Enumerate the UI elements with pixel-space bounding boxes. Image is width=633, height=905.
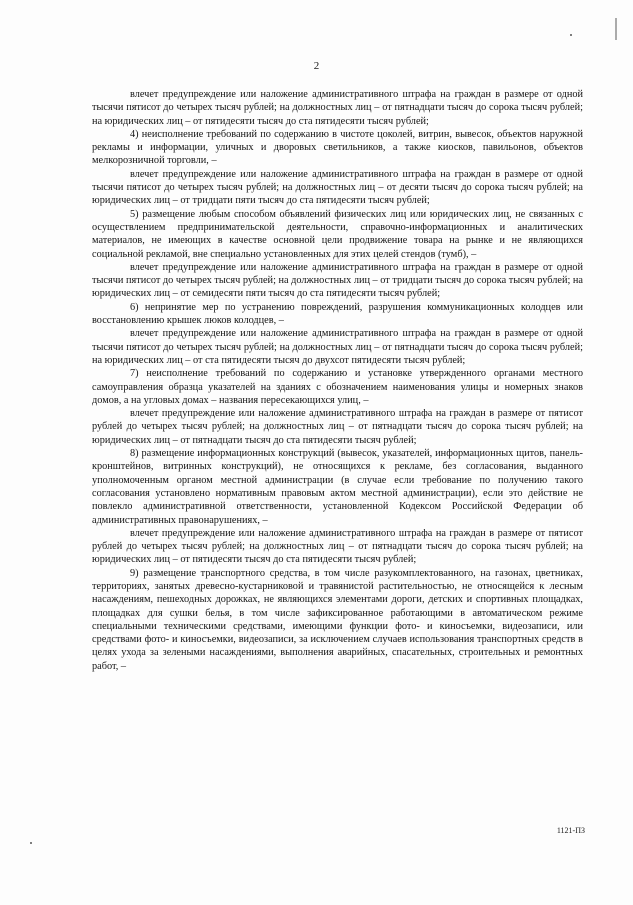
paragraph-penalty-5: влечет предупреждение или наложение административного штрафа на граждан в размере от одной тысячи пятисот до четырех тысяч рублей; на должностных лиц – от тридцати тысяч до сорока тысяч рублей; на юридических лиц – от семидесяти пяти тысяч до ста пятидесяти тысяч рублей; <box>92 261 583 300</box>
paragraph-item-7: 7) неисполнение требований по содержанию и установке утвержденного органами местного самоуправления образца указателей на зданиях с обозначением наименования улицы и номерных знаков домов, а на угловых домах – названия пересекающихся улиц, – <box>92 368 583 406</box>
document-code: 1121-ПЗ <box>556 826 585 835</box>
paragraph-penalty-8: влечет предупреждение или наложение административного штрафа на граждан в размере от пятисот рублей до четырех тысяч рублей; на должностных лиц – от пятнадцати тысяч до сорока тысяч рублей; на юридических лиц – от пятидесяти тысяч до ста пятидесяти тысяч рублей; <box>92 527 583 566</box>
paragraph-item-5: 5) размещение любым способом объявлений физических лиц или юридических лиц, не связанных с осуществлением предпринимательской деятельности, справочно-информационных и аналитических материалов, не имеющих в качестве основной цели продвижение товара на рынке и не являющихся социальной рекламой, вне специально установленных для этих целей стендов (тумб), – <box>92 208 583 260</box>
scan-margin-mark <box>615 18 617 40</box>
scan-speck <box>570 34 572 36</box>
paragraph-penalty-4: влечет предупреждение или наложение административного штрафа на граждан в размере от одной тысячи пятисот до четырех тысяч рублей; на должностных лиц – от десяти тысяч до сорока тысяч рублей; на юридических лиц – от тридцати пяти тысяч до ста пятидесяти тысяч рублей; <box>92 168 583 207</box>
paragraph-penalty-1: влечет предупреждение или наложение административного штрафа на граждан в размере от одной тысячи пятисот до четырех тысяч рублей; на должностных лиц – от пятнадцати тысяч до сорока тысяч рублей; на юридических лиц – от пятидесяти тысяч до ста пятидесяти тысяч рублей; <box>92 89 583 127</box>
scan-speck <box>30 842 32 844</box>
paragraph-penalty-7: влечет предупреждение или наложение административного штрафа на граждан в размере от пятисот рублей до четырех тысяч рублей; на должностных лиц – от пятнадцати тысяч до сорока тысяч рублей; на юридических лиц – от пятнадцати тысяч до ста пятидесяти тысяч рублей; <box>92 408 583 446</box>
page-number: 2 <box>313 60 320 72</box>
paragraph-item-4: 4) неисполнение требований по содержанию в чистоте цоколей, витрин, вывесок, объектов наружной рекламы и информации, уличных и дворовых светильников, а также киосков, павильонов, объектов мелкорозничной торговли, – <box>92 128 583 167</box>
document-body <box>92 88 583 843</box>
paragraph-item-9: 9) размещение транспортного средства, в том числе разукомплектованного, на газонах, цветниках, территориях, занятых древесно-кустарниковой и травянистой растительностью, не относящейся к лесным насаждениям, пешеходных дорожках, не являющихся элементами дороги, детских и спортивных площадках, площадках для сушки белья, в том числе зафиксированное работающими в автоматическом режиме специальными техническими средствами, имеющими функции фото- и киносъемки, видеозаписи, или средствами фото- и киносъемки, видеозаписи, за исключением случаев использования транспортных средств в целях ухода за зелеными насаждениями, выполнения аварийных, спасательных, строительных и ремонтных работ, – <box>92 567 583 672</box>
paragraph-item-6: 6) непринятие мер по устранению повреждений, разрушения коммуникационных колодцев или восстановлению крышек люков колодцев, – <box>92 301 583 327</box>
paragraph-penalty-6: влечет предупреждение или наложение административного штрафа на граждан в размере от одной тысячи пятисот до четырех тысяч рублей; на должностных лиц – от пятнадцати тысяч до сорока тысяч рублей; на юридических лиц – от ста пятидесяти тысяч до двухсот пятидесяти тысяч рублей; <box>92 328 583 366</box>
paragraph-item-8: 8) размещение информационных конструкций (вывесок, указателей, информационных щитов, панель-кронштейнов, витринных конструкций), не относящихся к рекламе, без согласования, выданного уполномоченным органом местной администрации (в случае если требование по получению такого согласования установлено нормативным правовым актом местной администрации), если это действие не повлекло административной ответственности, установленной Кодексом Российской Федерации об административных правонарушениях, – <box>92 448 583 526</box>
